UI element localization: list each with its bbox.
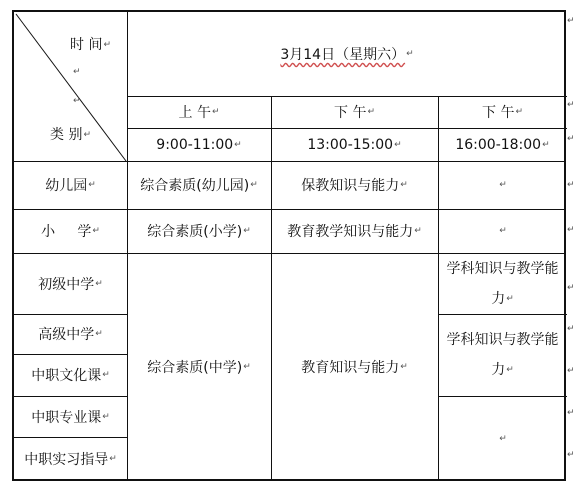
paragraph-mark: ↵ [73,67,81,77]
kg-subject-2: 保教知识与能力 ↵ [301,178,408,194]
row-senior-middle: 高级中学 ↵ [38,327,103,343]
mid-subject-2: 教育知识与能力 ↵ [301,360,408,376]
paragraph-mark: ↵ [567,16,575,26]
senior-subject-3: 学科知识与教学能力↵ [446,332,559,378]
row-vocational-major: 中职专业课 ↵ [31,409,110,426]
period-afternoon1-label: 下 午 ↵ [334,105,375,121]
paragraph-mark: ↵ [567,366,575,376]
vocational-subject-3-empty: ↵ [499,433,507,444]
exam-schedule-table [12,10,566,481]
kg-subject-1: 综合素质(幼儿园) ↵ [140,178,258,194]
paragraph-mark: ↵ [567,134,575,144]
pri-subject-3-empty: ↵ [499,226,507,236]
paragraph-mark: ↵ [567,180,575,190]
row-vocational-practice: 中职实习指导 ↵ [24,452,117,468]
period-morning-label: 上 午 ↵ [178,105,220,121]
mid-subject-1: 综合素质(中学) ↵ [147,360,251,376]
kg-subject-3-empty: ↵ [499,180,507,190]
period-afternoon2-time: 16:00-18:00 ↵ [455,136,550,153]
pri-subject-2: 教育教学知识与能力 ↵ [287,224,422,240]
row-junior-middle: 初级中学 ↵ [38,276,103,293]
paragraph-mark: ↵ [567,225,575,235]
paragraph-mark: ↵ [567,283,575,293]
period-morning-time: 9:00-11:00 ↵ [156,136,242,153]
row-vocational-culture: 中职文化课 ↵ [31,368,110,384]
row-primary: 小 学 ↵ [41,224,100,240]
category-label: 类 别↵ [50,127,91,143]
period-afternoon1-time: 13:00-15:00 ↵ [307,136,402,153]
row-kindergarten: 幼儿园 ↵ [45,178,96,194]
pri-subject-1: 综合素质(小学) ↵ [147,224,251,240]
date-header: 3月14日（星期六） ↵ [280,47,414,63]
paragraph-mark: ↵ [567,450,575,460]
period-afternoon2-label: 下 午 ↵ [482,105,523,121]
paragraph-mark: ↵ [567,408,575,418]
paragraph-mark: ↵ [567,324,575,334]
paragraph-mark: ↵ [73,96,81,106]
paragraph-mark: ↵ [567,100,575,110]
time-label: 时 间↵ [70,37,111,53]
junior-subject-3: 学科知识与教学能力↵ [446,260,559,307]
